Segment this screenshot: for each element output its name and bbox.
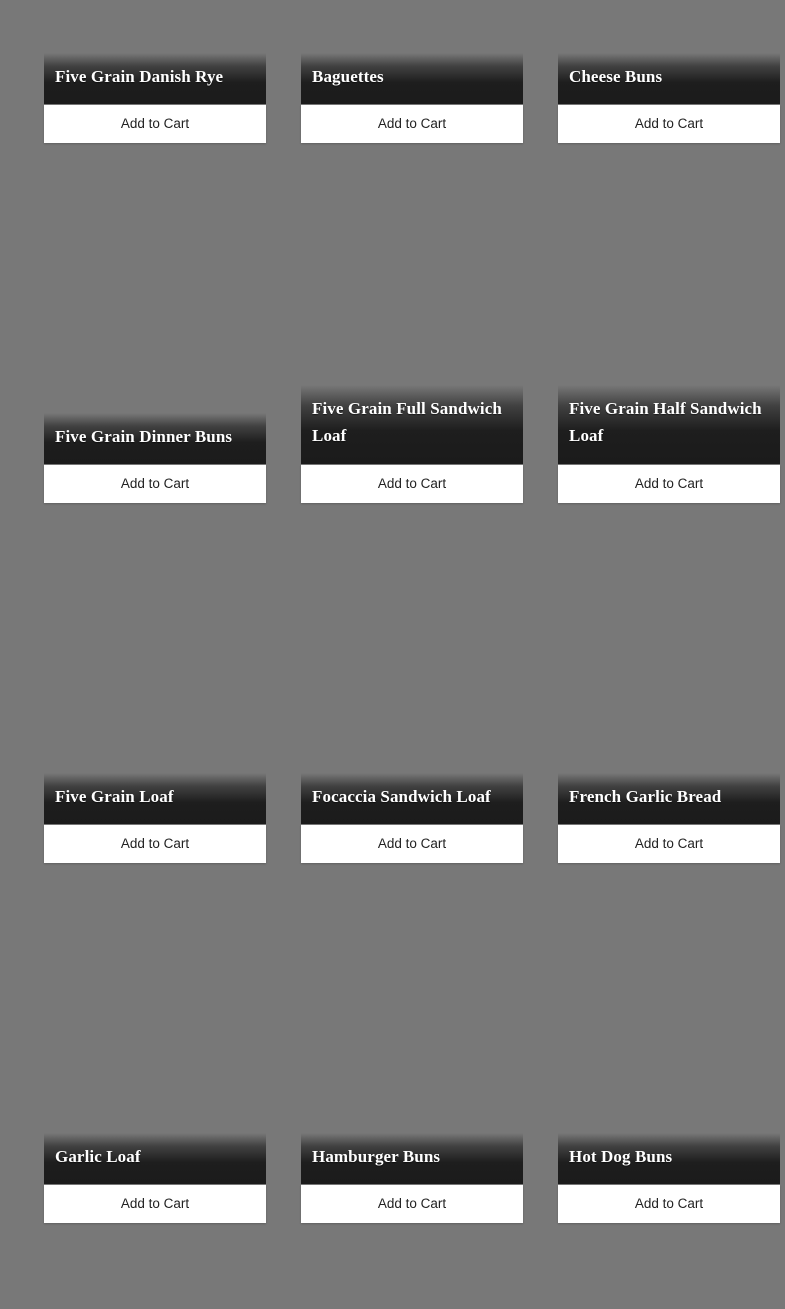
product-grid (20, 0, 765, 1243)
product-image[interactable] (301, 883, 523, 1184)
product-title: Five Grain Danish Rye (44, 53, 266, 104)
product-row (44, 0, 780, 143)
page-margin-left (0, 0, 22, 1309)
product-card[interactable] (558, 163, 780, 503)
product-title: Five Grain Loaf (44, 773, 266, 824)
product-image[interactable] (558, 163, 780, 464)
product-card[interactable] (301, 883, 523, 1223)
row-spacer (44, 143, 765, 163)
product-image[interactable] (44, 0, 266, 104)
product-title: Five Grain Full Sandwich Loaf (301, 385, 523, 464)
product-image[interactable] (301, 523, 523, 824)
product-card[interactable] (301, 0, 523, 143)
product-card[interactable] (558, 0, 780, 143)
add-to-cart-button[interactable]: Add to Cart (558, 105, 780, 143)
row-spacer (44, 503, 765, 523)
product-card[interactable] (558, 883, 780, 1223)
product-card[interactable] (558, 523, 780, 863)
product-title: Baguettes (301, 53, 523, 104)
row-spacer (44, 863, 765, 883)
product-card[interactable] (301, 523, 523, 863)
add-to-cart-button[interactable]: Add to Cart (558, 465, 780, 503)
product-card[interactable] (44, 163, 266, 503)
product-image[interactable] (301, 0, 523, 104)
product-title: Hot Dog Buns (558, 1133, 780, 1184)
add-to-cart-button[interactable]: Add to Cart (301, 105, 523, 143)
product-card[interactable] (44, 523, 266, 863)
add-to-cart-button[interactable]: Add to Cart (301, 1185, 523, 1223)
add-to-cart-button[interactable]: Add to Cart (558, 825, 780, 863)
add-to-cart-button[interactable]: Add to Cart (301, 825, 523, 863)
product-image[interactable] (558, 0, 780, 104)
add-to-cart-button[interactable]: Add to Cart (44, 465, 266, 503)
product-image[interactable] (301, 163, 523, 464)
product-title: Focaccia Sandwich Loaf (301, 773, 523, 824)
product-image[interactable] (44, 523, 266, 824)
product-row (44, 523, 780, 863)
product-card[interactable] (44, 883, 266, 1223)
product-card[interactable] (44, 0, 266, 143)
add-to-cart-button[interactable]: Add to Cart (44, 105, 266, 143)
product-title: Cheese Buns (558, 53, 780, 104)
product-title: Hamburger Buns (301, 1133, 523, 1184)
product-card[interactable] (301, 163, 523, 503)
product-title: Garlic Loaf (44, 1133, 266, 1184)
add-to-cart-button[interactable]: Add to Cart (44, 825, 266, 863)
product-title: Five Grain Dinner Buns (44, 413, 266, 464)
product-image[interactable] (558, 523, 780, 824)
product-title: French Garlic Bread (558, 773, 780, 824)
product-image[interactable] (44, 883, 266, 1184)
product-title: Five Grain Half Sandwich Loaf (558, 385, 780, 464)
add-to-cart-button[interactable]: Add to Cart (44, 1185, 266, 1223)
product-image[interactable] (44, 163, 266, 464)
product-row (44, 883, 780, 1223)
add-to-cart-button[interactable]: Add to Cart (301, 465, 523, 503)
add-to-cart-button[interactable]: Add to Cart (558, 1185, 780, 1223)
row-spacer (44, 1223, 765, 1243)
product-image[interactable] (558, 883, 780, 1184)
product-row (44, 163, 780, 503)
